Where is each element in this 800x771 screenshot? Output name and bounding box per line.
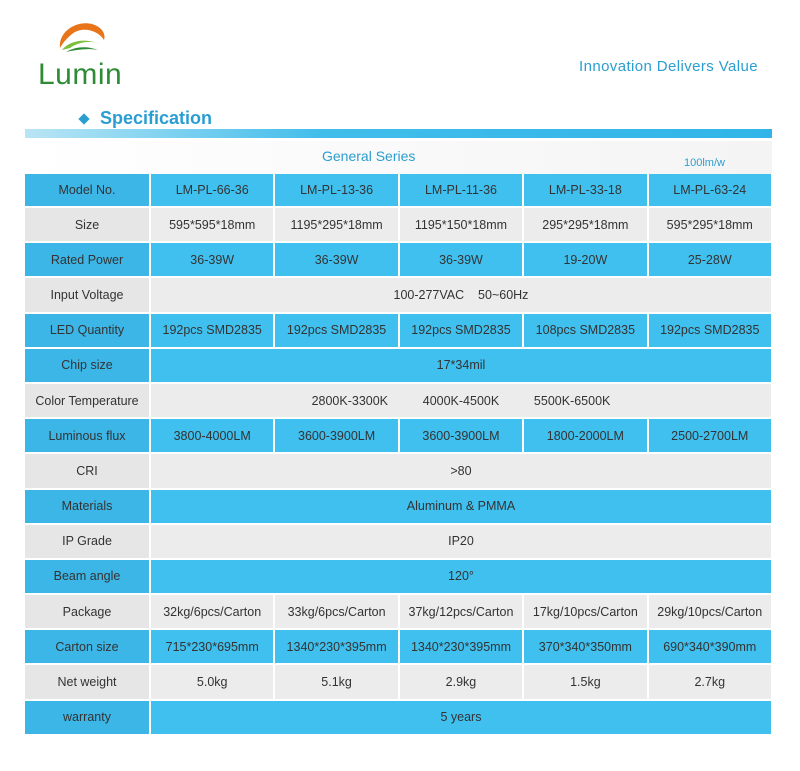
table-cell: LM-PL-33-18 (523, 174, 647, 207)
table-cell: 108pcs SMD2835 (523, 313, 647, 348)
table-row (25, 700, 772, 735)
merged-cell: Aluminum & PMMA (150, 489, 772, 524)
merged-cell: 2800K-3300K 4000K-4500K 5500K-6500K (150, 383, 772, 418)
table-cell: 1340*230*395mm (399, 629, 523, 664)
merged-cell: 100-277VAC 50~60Hz (150, 277, 772, 312)
merged-cell: 5 years (150, 700, 772, 735)
brand-logo (38, 18, 148, 92)
row-label: CRI (25, 453, 150, 488)
table-cell: 33kg/6pcs/Carton (274, 594, 398, 629)
table-row (25, 418, 772, 453)
row-label: Beam angle (25, 559, 150, 594)
logo-swoosh-icon (52, 18, 108, 58)
table-cell: 192pcs SMD2835 (648, 313, 772, 348)
table-cell: 715*230*695mm (150, 629, 274, 664)
merged-cell: 120° (150, 559, 772, 594)
table-cell: 5.1kg (274, 664, 398, 699)
table-cell: 5.0kg (150, 664, 274, 699)
table-cell: 1.5kg (523, 664, 647, 699)
table-cell: 1340*230*395mm (274, 629, 398, 664)
table-cell: 3600-3900LM (399, 418, 523, 453)
row-label: Chip size (25, 348, 150, 383)
table-cell: 2500-2700LM (648, 418, 772, 453)
table-row (25, 383, 772, 418)
row-label: Rated Power (25, 242, 150, 277)
table-cell: 3600-3900LM (274, 418, 398, 453)
table-row (25, 524, 772, 559)
table-cell: 37kg/12pcs/Carton (399, 594, 523, 629)
table-cell: 192pcs SMD2835 (150, 313, 274, 348)
row-label: IP Grade (25, 524, 150, 559)
row-label: Color Temperature (25, 383, 150, 418)
table-cell: 595*595*18mm (150, 207, 274, 242)
section-title (80, 108, 212, 129)
table-cell: 370*340*350mm (523, 629, 647, 664)
table-cell: 192pcs SMD2835 (274, 313, 398, 348)
table-cell: 2.7kg (648, 664, 772, 699)
table-row (25, 559, 772, 594)
table-cell: 36-39W (150, 242, 274, 277)
brand-tagline: Innovation Delivers Value (579, 58, 758, 75)
table-row (25, 174, 772, 207)
table-cell: 19-20W (523, 242, 647, 277)
row-label: Input Voltage (25, 277, 150, 312)
row-label: Materials (25, 489, 150, 524)
merged-cell: >80 (150, 453, 772, 488)
table-cell: 29kg/10pcs/Carton (648, 594, 772, 629)
table-cell: 1195*150*18mm (399, 207, 523, 242)
row-label: Carton size (25, 629, 150, 664)
table-cell: 192pcs SMD2835 (399, 313, 523, 348)
table-cell: 1195*295*18mm (274, 207, 398, 242)
series-title: General Series (322, 148, 416, 164)
table-row (25, 348, 772, 383)
table-cell: 595*295*18mm (648, 207, 772, 242)
brand-name: Lumin (38, 58, 123, 91)
table-cell: 295*295*18mm (523, 207, 647, 242)
table-cell: 32kg/6pcs/Carton (150, 594, 274, 629)
table-cell: LM-PL-11-36 (399, 174, 523, 207)
row-label: Model No. (25, 174, 150, 207)
table-cell: 25-28W (648, 242, 772, 277)
merged-cell: 17*34mil (150, 348, 772, 383)
table-row (25, 594, 772, 629)
row-label: LED Quantity (25, 313, 150, 348)
row-label: Package (25, 594, 150, 629)
diamond-bullet-icon (78, 113, 89, 124)
table-cell: 690*340*390mm (648, 629, 772, 664)
table-cell: LM-PL-13-36 (274, 174, 398, 207)
table-cell: 36-39W (399, 242, 523, 277)
row-label: Luminous flux (25, 418, 150, 453)
section-title-text: Specification (100, 108, 213, 128)
merged-cell: IP20 (150, 524, 772, 559)
table-cell: 17kg/10pcs/Carton (523, 594, 647, 629)
table-row (25, 207, 772, 242)
table-cell: 36-39W (274, 242, 398, 277)
table-row (25, 277, 772, 312)
table-row (25, 453, 772, 488)
header-gradient-bar (25, 129, 772, 138)
table-cell: 2.9kg (399, 664, 523, 699)
row-label: Size (25, 207, 150, 242)
table-row (25, 313, 772, 348)
table-row (25, 489, 772, 524)
efficacy-label: 100lm/w (684, 157, 725, 169)
table-row (25, 664, 772, 699)
spec-table (25, 174, 773, 736)
table-cell: LM-PL-66-36 (150, 174, 274, 207)
table-cell: 1800-2000LM (523, 418, 647, 453)
table-row (25, 629, 772, 664)
table-cell: 3800-4000LM (150, 418, 274, 453)
row-label: Net weight (25, 664, 150, 699)
table-cell: LM-PL-63-24 (648, 174, 772, 207)
table-row (25, 242, 772, 277)
row-label: warranty (25, 700, 150, 735)
